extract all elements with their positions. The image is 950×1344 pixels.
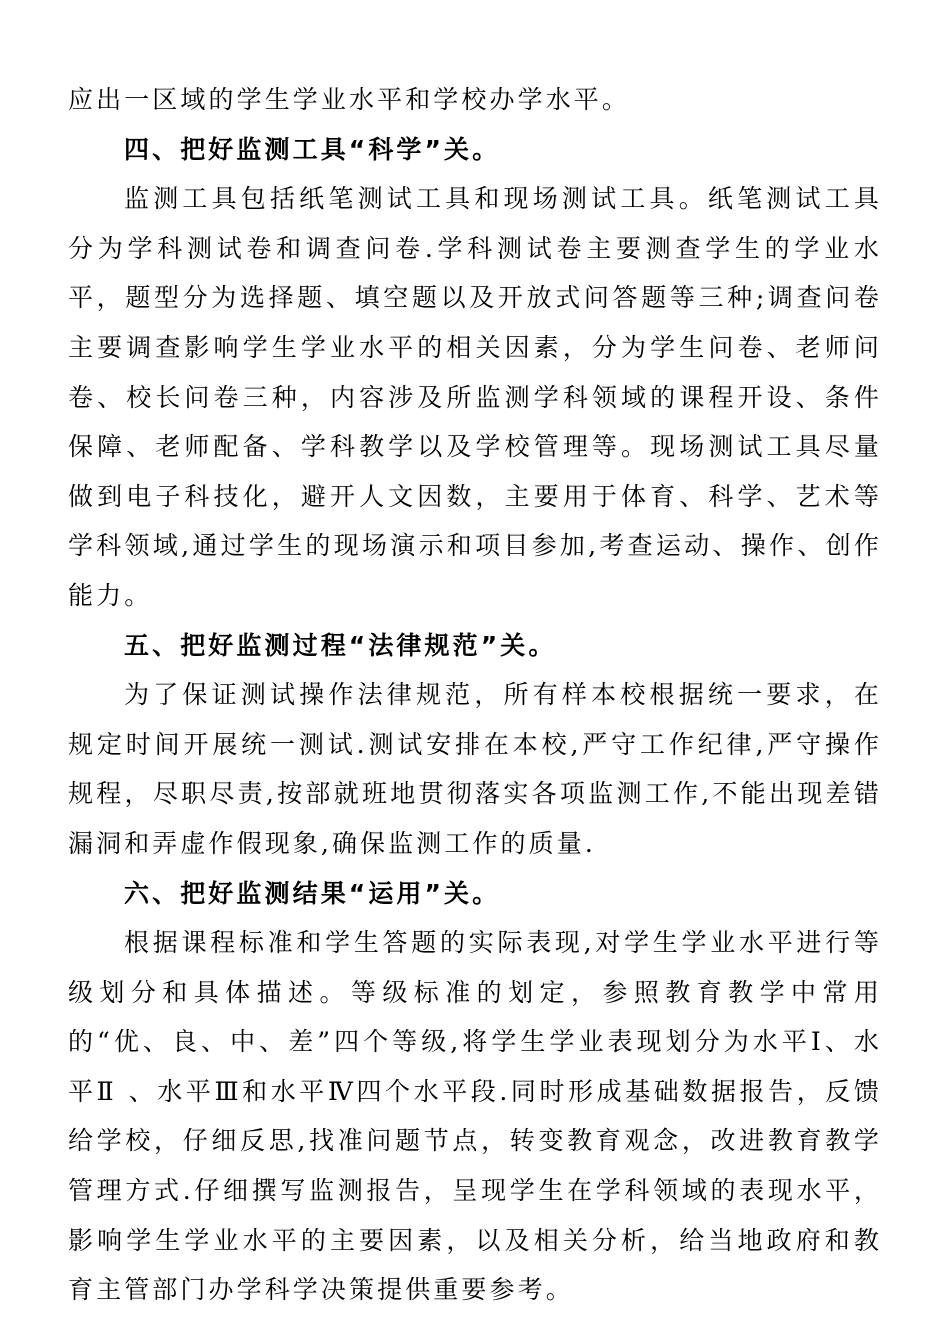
- paragraph-continuation: 应出一区域的学生学业水平和学校办学水平。: [68, 85, 631, 114]
- paragraph-monitoring-results: 根据课程标准和学生答题的实际表现,对学生学业水平进行等级划分和具体描述。等级标准的划定，参照教育教学中常用的“优、良、中、差”四个等级,将学生学业表现划分为水平Ⅰ、水平Ⅱ 、水平Ⅲ和水平Ⅳ四个水平段.同时形成基础数据报告，反馈给学校，仔细反思,找准问题节点，转变教育观念，改进教育教学管理方式.仔细撰写监测报告，呈现学生在学科领域的表现水平，影响学生学业水平的主要因素，以及相关分析，给当地政府和教育主管部门办学科学决策提供重要参考。: [68, 928, 882, 1305]
- section-heading-six: 六、把好监测结果“运用”关。: [124, 878, 501, 908]
- paragraph-monitoring-tools: 监测工具包括纸笔测试工具和现场测试工具。纸笔测试工具分为学科测试卷和调查问卷.学科测试卷主要测查学生的学业水平，题型分为选择题、填空题以及开放式问答题等三种;调查问卷主要调查影响学生学业水平的相关因素，分为学生问卷、老师问卷、校长问卷三种，内容涉及所监测学科领域的课程开设、条件保障、老师配备、学科教学以及学校管理等。现场测试工具尽量做到电子科技化，避开人文因数，主要用于体育、科学、艺术等学科领域,通过学生的现场演示和项目参加,考查运动、操作、创作能力。: [68, 184, 882, 610]
- paragraph-monitoring-process: 为了保证测试操作法律规范，所有样本校根据统一要求，在规定时间开展统一测试.测试安排在本校,严守工作纪律,严守操作规程，尽职尽责,按部就班地贯彻落实各项监测工作,不能出现差错漏洞和弄虚作假现象,确保监测工作的质量.: [68, 680, 882, 858]
- section-heading-five: 五、把好监测过程“法律规范”关。: [124, 630, 557, 660]
- section-heading-four: 四、把好监测工具“科学”关。: [124, 134, 501, 164]
